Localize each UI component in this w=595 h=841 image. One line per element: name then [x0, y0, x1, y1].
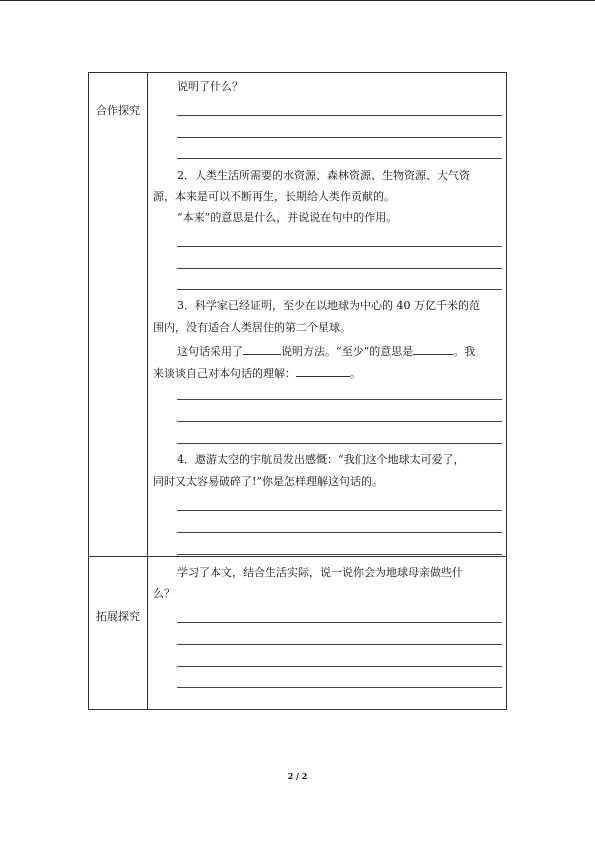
- answer-line: [177, 268, 502, 269]
- prompt-text: 来谈谈自己对本句话的理解：: [153, 367, 296, 380]
- prompt-text: 这句话采用了: [177, 345, 243, 358]
- top-rule: [0, 0, 595, 1]
- question-2-line-1: 2．人类生活所需要的水资源、森林资源、生物资源、大气资: [177, 169, 470, 182]
- page-number: 2 / 2: [287, 771, 308, 781]
- answer-line: [177, 554, 502, 555]
- question-4-line-2: 同时又太容易破碎了!”你是怎样理解这句话的。: [153, 475, 384, 488]
- answer-line: [177, 115, 502, 116]
- prompt-text: 。: [350, 367, 361, 380]
- worksheet-table: [88, 72, 507, 710]
- extension-question-line-1: 学习了本文，结合生活实际，说一说你会为地球母亲做些什: [177, 566, 463, 579]
- question-4-line-1: 4．遨游太空的宇航员发出感慨：“我们这个地球太可爱了，: [177, 453, 465, 466]
- answer-line: [177, 644, 502, 645]
- answer-line: [177, 666, 502, 667]
- column-divider: [147, 73, 148, 709]
- question-3-prompt: [177, 343, 475, 359]
- answer-line: [177, 399, 502, 400]
- prompt-text: 说明方法。“至少”的意思是: [281, 345, 414, 358]
- question-2-line-2: 源，本来是可以不断再生，长期给人类作贡献的。: [153, 190, 395, 203]
- answer-line: [177, 622, 502, 623]
- section-label-cooperative-inquiry: 合作探究: [96, 104, 140, 117]
- question-3-prompt-continued: [153, 365, 361, 381]
- answer-line: [177, 532, 502, 533]
- question-3-line-2: 围内，没有适合人类居住的第二个星球。: [153, 321, 351, 334]
- prompt-text: 。我: [453, 345, 476, 358]
- answer-line: [177, 289, 502, 290]
- section-label-extended-inquiry: 拓展探究: [96, 610, 140, 623]
- question-2-prompt: “本来”的意思是什么，并说说在句中的作用。: [177, 211, 398, 224]
- row-divider: [89, 556, 506, 557]
- answer-line: [177, 246, 502, 247]
- answer-line: [177, 510, 502, 511]
- extension-question-line-2: 么？: [153, 587, 175, 600]
- question-3-line-1: 3．科学家已经证明，至少在以地球为中心的 40 万亿千米的范: [177, 299, 480, 312]
- question-continuation: 说明了什么？: [177, 80, 243, 93]
- answer-line: [177, 687, 502, 688]
- answer-line: [177, 137, 502, 138]
- answer-line: [177, 158, 502, 159]
- answer-line: [177, 443, 502, 444]
- fill-blank-method[interactable]: [243, 343, 281, 355]
- answer-line: [177, 421, 502, 422]
- fill-blank-meaning[interactable]: [413, 343, 453, 355]
- fill-blank-understanding[interactable]: [296, 365, 350, 377]
